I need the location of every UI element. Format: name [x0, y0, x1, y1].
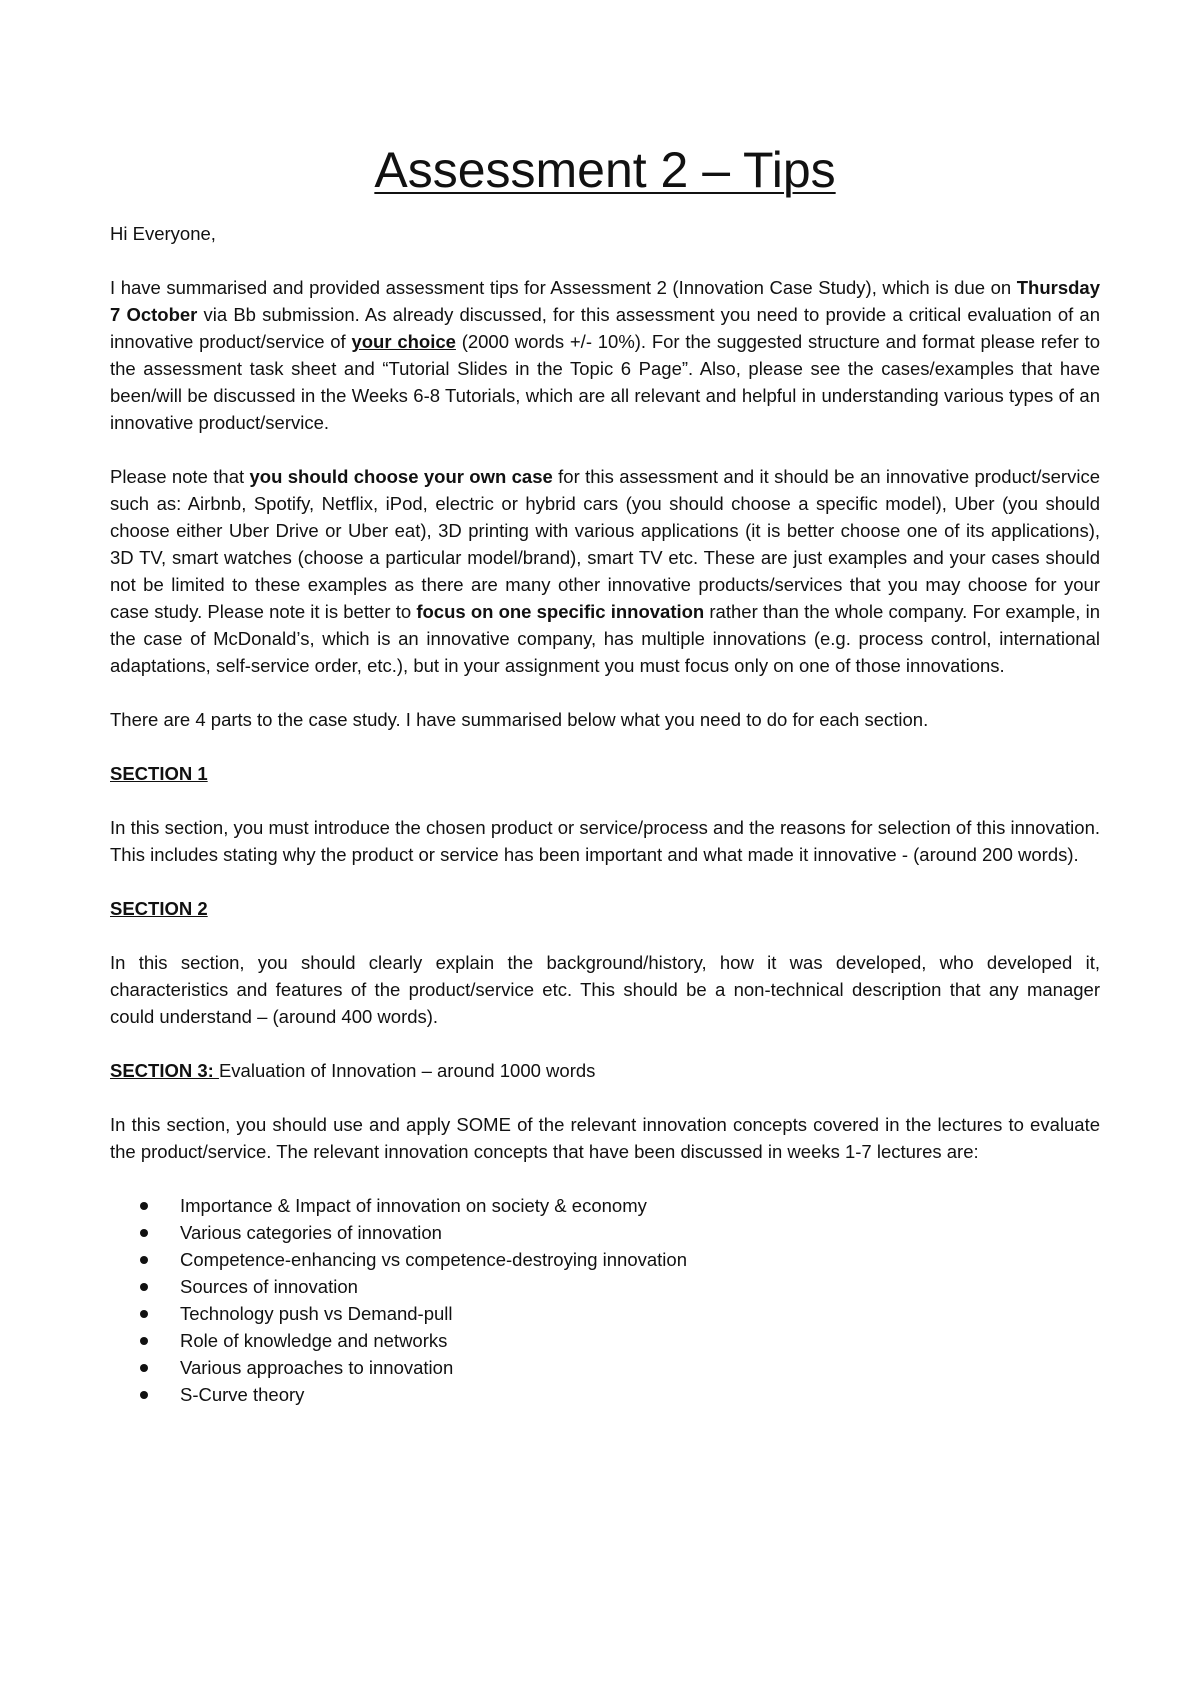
document-page: [110, 140, 1100, 1408]
section-3-body: In this section, you should use and apply SOME of the relevant innovation concepts covered in the lectures to evaluate the product/service. The relevant innovation concepts that have been discussed in weeks 1-7 lectures are:: [110, 1114, 1100, 1162]
focus-emphasis: focus on one specific innovation: [416, 601, 705, 622]
list-item-text: Competence-enhancing vs competence-destroying innovation: [180, 1249, 687, 1270]
case-choice-paragraph: [110, 463, 1100, 679]
list-item: [140, 1246, 1100, 1273]
bullet-icon: [140, 1391, 148, 1399]
section-1-body: In this section, you must introduce the chosen product or service/process and the reasons for selection of this innovation. This includes stating why the product or service has been important and what made it innovative - (around 200 words).: [110, 817, 1100, 865]
list-item: [140, 1381, 1100, 1408]
section-1-heading: SECTION 1: [110, 763, 208, 784]
case-text-1: Please note that: [110, 466, 250, 487]
greeting: Hi Everyone,: [110, 223, 216, 244]
section-2-body: In this section, you should clearly explain the background/history, how it was developed, who developed it, characteristics and features of the product/service etc. This should be a non-technical description that any manager could understand – (around 400 words).: [110, 952, 1100, 1027]
list-item: [140, 1192, 1100, 1219]
section-2-heading: SECTION 2: [110, 898, 208, 919]
page-title: Assessment 2 – Tips: [374, 142, 836, 198]
list-item-text: Sources of innovation: [180, 1276, 358, 1297]
case-text-2: for this assessment and it should be an innovative product/service such as: Airbnb, Spotify, Netflix, iPod, electric or hybrid cars (you should choose a specific model), Uber (you should choose either Uber Drive or Uber eat), 3D printing with various applications (it is better choose one of its applications), 3D TV, smart watches (choose a particular model/brand), smart TV etc. These are just examples and your cases should not be limited to these examples as there are many other innovative products/services that you may choose for your case study. Please note it is better to: [110, 466, 1100, 622]
your-choice-emphasis: your choice: [351, 331, 456, 352]
list-item: [140, 1354, 1100, 1381]
bullet-icon: [140, 1283, 148, 1291]
due-date: Thursday 7 October: [110, 277, 1100, 325]
list-item-text: Role of knowledge and networks: [180, 1330, 448, 1351]
section-3-heading-line: [110, 1057, 1100, 1084]
bullet-icon: [140, 1364, 148, 1372]
intro-text-1: I have summarised and provided assessment tips for Assessment 2 (Innovation Case Study), which is due on: [110, 277, 1017, 298]
list-item-text: Importance & Impact of innovation on society & economy: [180, 1195, 647, 1216]
bullet-icon: [140, 1256, 148, 1264]
intro-paragraph: [110, 274, 1100, 436]
bullet-icon: [140, 1337, 148, 1345]
list-item-text: Various categories of innovation: [180, 1222, 442, 1243]
section-3-heading: SECTION 3:: [110, 1060, 219, 1081]
section-2-heading-line: [110, 895, 1100, 922]
bullet-icon: [140, 1202, 148, 1210]
bullet-icon: [140, 1229, 148, 1237]
list-item: [140, 1273, 1100, 1300]
own-case-emphasis: you should choose your own case: [249, 466, 553, 487]
innovation-concepts-list: [110, 1192, 1100, 1408]
intro-text-2: via Bb submission. As already discussed, for this assessment you need to provide a critical evaluation of an innovative product/service of: [110, 304, 1100, 352]
list-item: [140, 1327, 1100, 1354]
list-item: [140, 1300, 1100, 1327]
bullet-icon: [140, 1310, 148, 1318]
list-item: [140, 1219, 1100, 1246]
section-1-heading-line: [110, 760, 1100, 787]
parts-paragraph: There are 4 parts to the case study. I have summarised below what you need to do for each section.: [110, 709, 929, 730]
case-text-3: rather than the whole company. For example, in the case of McDonald’s, which is an innovative company, has multiple innovations (e.g. process control, international adaptations, self-service order, etc.), but in your assignment you must focus only on one of those innovations.: [110, 601, 1100, 676]
intro-text-3: (2000 words +/- 10%). For the suggested structure and format please refer to the assessment task sheet and “Tutorial Slides in the Topic 6 Page”. Also, please see the cases/examples that have been/will be discussed in the Weeks 6-8 Tutorials, which are all relevant and helpful in understanding various types of an innovative product/service.: [110, 331, 1100, 433]
section-3-subtitle: Evaluation of Innovation – around 1000 words: [218, 1060, 596, 1081]
list-item-text: Technology push vs Demand-pull: [180, 1303, 453, 1324]
list-item-text: S-Curve theory: [180, 1384, 305, 1405]
list-item-text: Various approaches to innovation: [180, 1357, 454, 1378]
